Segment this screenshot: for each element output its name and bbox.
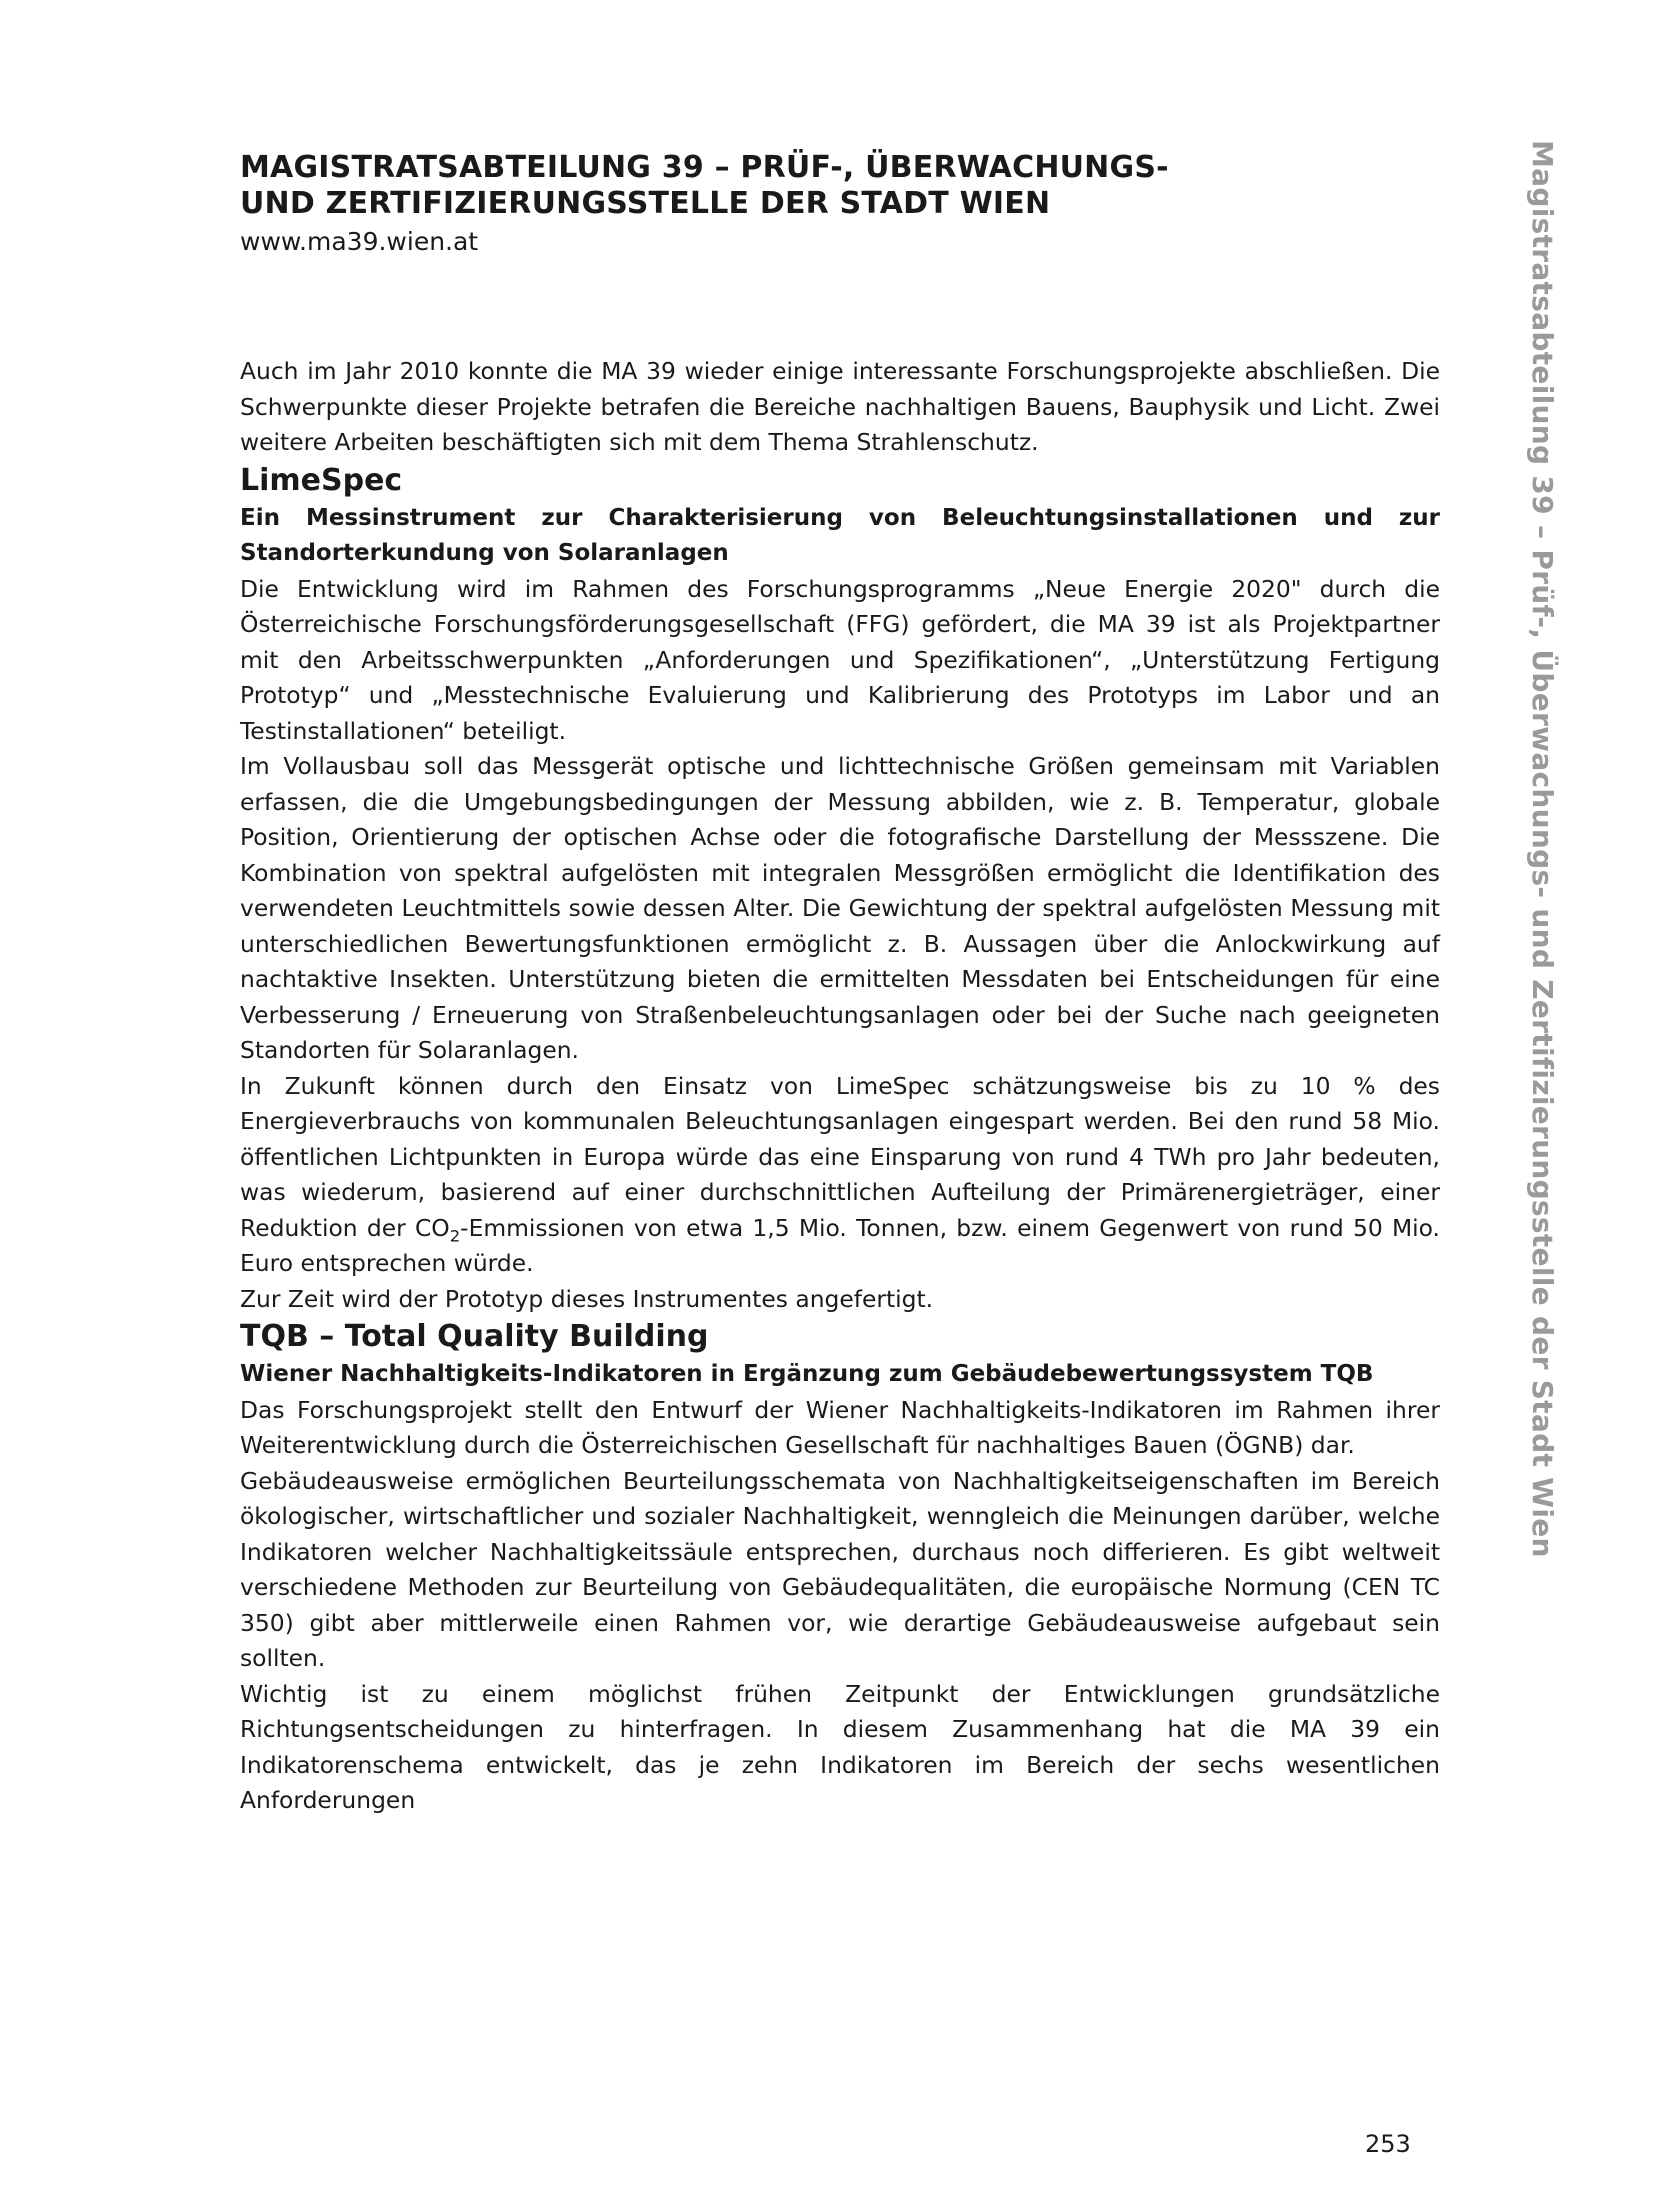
tqb-paragraph-2: Gebäudeausweise ermöglichen Beurteilungsschemata von Nachhaltigkeitseigenschaften im Bereich ökologischer, wirtschaftlicher und sozialer Nachhaltigkeit, wenngleich die Meinungen darüber, welche Indikatoren welcher Nachhaltigkeitssäule entsprechen, durchaus noch differieren. Es gibt weltweit verschiedene Methoden zur Beurteilung von Gebäudequalitäten, die europäische Normung (CEN TC 350) gibt aber mittlerweile einen Rahmen vor, wie derartige Gebäudeausweise aufgebaut sein sollten. [240, 1466, 1440, 1672]
limespec-paragraph-3 [240, 1069, 1440, 1282]
co2-subscript: 2 [449, 1226, 461, 1246]
tqb-paragraph-3: Wichtig ist zu einem möglichst frühen Zeitpunkt der Entwicklungen grundsätzliche Richtungsentscheidungen zu hinterfragen. In diesem Zusammenhang hat die MA 39 ein Indikatorenschema entwickelt, das je zehn Indikatoren im Bereich der sechs wesentlichen Anforderungen [240, 1679, 1440, 1814]
tqb-paragraph-1: Das Forschungsprojekt stellt den Entwurf der Wiener Nachhaltigkeits-Indikatoren im Rahmen ihrer Weiterentwicklung durch die Österreichischen Gesellschaft für nachhaltiges Bauen (ÖGNB) dar. [240, 1395, 1440, 1459]
subheading-tqb: Wiener Nachhaltigkeits-Indikatoren in Ergänzung zum Gebäudebewertungssystem TQB [240, 1361, 1374, 1387]
limespec-p3-text-a: In Zukunft können durch den Einsatz von LimeSpec schätzungsweise bis zu 10 % des Energieverbrauchs von kommunalen Beleuchtungsanlagen eingespart werden. Bei den rund 58 Mio. öffentlichen Lichtpunkten in Europa würde das eine Einsparung von rund 4 TWh pro Jahr bedeuten, was wiederum, basierend auf einer durchschnittlichen Aufteilung der Primärenergieträger, einer Reduktion der CO [240, 1071, 1440, 1242]
limespec-p3-text-b: -Emmissionen von etwa 1,5 Mio. Tonnen, bzw. einem Gegenwert von rund 50 Mio. Euro entsprechen würde. [240, 1213, 1440, 1277]
page-content [240, 150, 1440, 1819]
page-title [240, 150, 1440, 222]
intro-paragraph: Auch im Jahr 2010 konnte die MA 39 wieder einige interessante Forschungsprojekte abschließen. Die Schwerpunkte dieser Projekte betrafen die Bereiche nachhaltigen Bauens, Bauphysik und Licht. Zwei weitere Arbeiten beschäftigten sich mit dem Thema Strahlenschutz. [240, 357, 1440, 456]
section-heading-limespec: LimeSpec [240, 462, 403, 498]
limespec-paragraph-1: Die Entwicklung wird im Rahmen des Forschungsprogramms „Neue Energie 2020" durch die Österreichische Forschungsförderungsgesellschaft (FFG) gefördert, die MA 39 ist als Projektpartner mit den Arbeitsschwerpunkten „Anforderungen und Spezifikationen“, „Unterstützung Fertigung Prototyp“ und „Messtechnische Evaluierung und Kalibrierung des Prototyps im Labor und an Testinstallationen“ beteiligt. [240, 574, 1440, 745]
limespec-paragraph-2: Im Vollausbau soll das Messgerät optische und lichttechnische Größen gemeinsam mit Variablen erfassen, die die Umgebungsbedingungen der Messung abbilden, wie z. B. Temperatur, globale Position, Orientierung der optischen Achse oder die fotografische Darstellung der Messszene. Die Kombination von spektral aufgelösten mit integralen Messgrößen ermöglicht die Identifikation des verwendeten Leuchtmittels sowie dessen Alter. Die Gewichtung der spektral aufgelösten Messung mit unterschiedlichen Bewertungsfunktionen ermöglicht z. B. Aussagen über die Anlockwirkung auf nachtaktive Insekten. Unterstützung bieten die ermittelten Messdaten bei Entscheidungen für eine Verbesserung / Erneuerung von Straßenbeleuchtungsanlagen oder bei der Suche nach geeigneten Standorten für Solaranlagen. [240, 752, 1440, 1064]
limespec-paragraph-4: Zur Zeit wird der Prototyp dieses Instrumentes angefertigt. [240, 1284, 934, 1313]
side-running-title: Magistratsabteilung 39 – Prüf-, Überwachungs- und Zertifizierungsstelle der Stadt Wien [1526, 140, 1559, 1558]
section-heading-tqb: TQB – Total Quality Building [240, 1319, 709, 1354]
intro-block [240, 354, 1440, 461]
title-line-1: MAGISTRATSABTEILUNG 39 – PRÜF-, ÜBERWACHUNGS- [240, 150, 1169, 185]
website-url: www.ma39.wien.at [240, 227, 479, 256]
title-line-2: UND ZERTIFIZIERUNGSSTELLE DER STADT WIEN [240, 186, 1051, 221]
page-number: 253 [1365, 2130, 1411, 2158]
subheading-limespec: Ein Messinstrument zur Charakterisierung von Beleuchtungsinstallationen und zur Standorterkundung von Solaranlagen [240, 504, 1440, 566]
